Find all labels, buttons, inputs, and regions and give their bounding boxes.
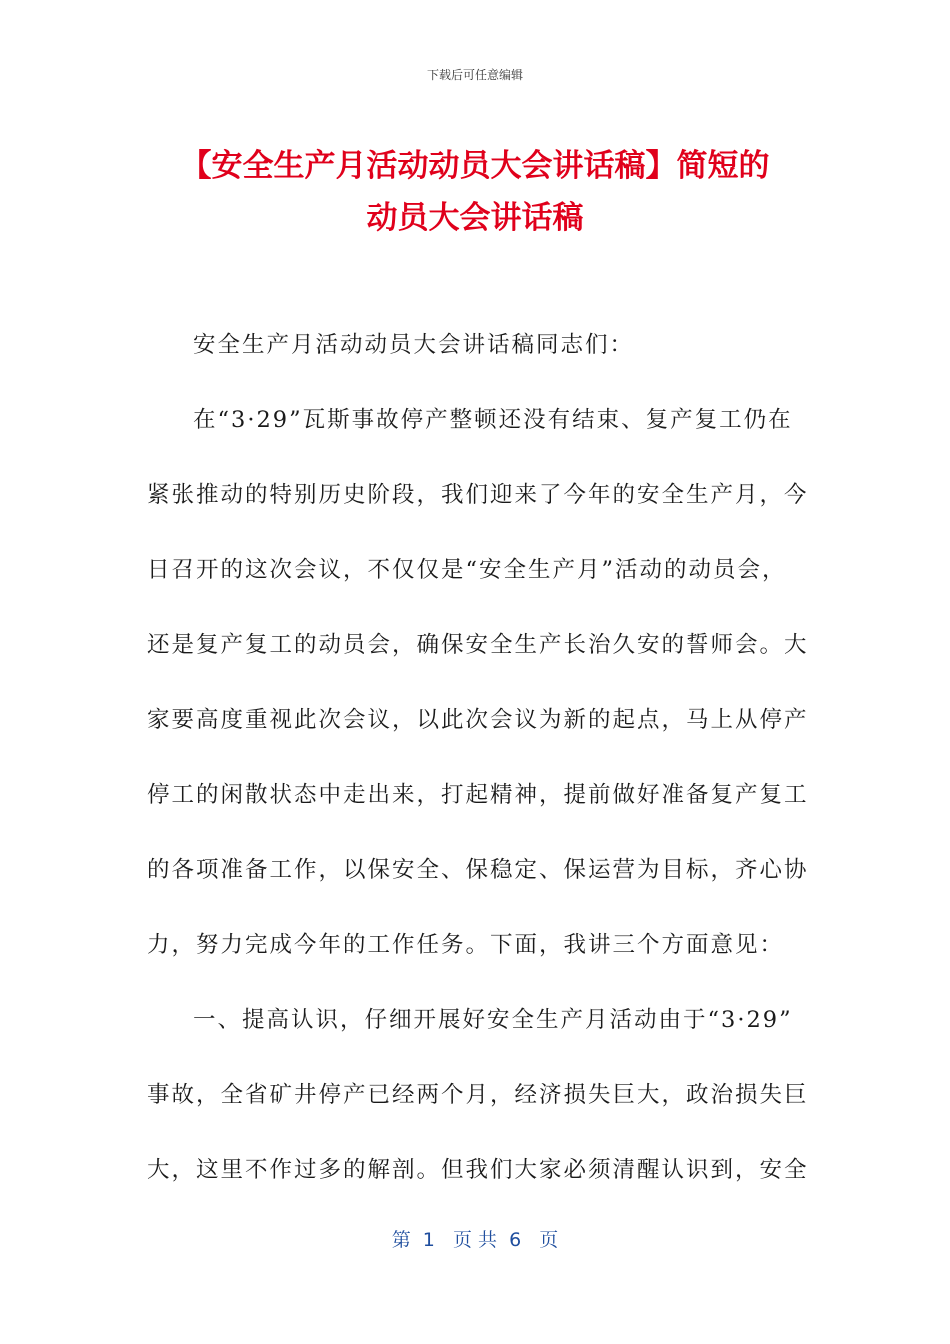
title-line-1: 【安全生产月活动动员大会讲话稿】简短的 <box>180 148 770 184</box>
paragraph-line: 的各项准备工作，以保安全、保稳定、保运营为目标，齐心协 <box>147 857 809 883</box>
paragraph-line: 日召开的这次会议，不仅仅是“安全生产月”活动的动员会， <box>147 557 787 583</box>
paragraph-line: 还是复产复工的动员会，确保安全生产长治久安的誓师会。大 <box>147 632 809 658</box>
header-note: 下载后可任意编辑 <box>426 68 523 82</box>
paragraph-line: 安全生产月活动动员大会讲话稿同志们： <box>193 332 635 358</box>
paragraph-line: 一、提高认识，仔细开展好安全生产月活动由于“3·29” <box>193 1007 793 1033</box>
paragraph-line: 大，这里不作过多的解剖。但我们大家必须清醒认识到，安全 <box>147 1157 809 1183</box>
paragraph-line: 停工的闲散状态中走出来，打起精神，提前做好准备复产复工 <box>147 782 809 808</box>
title-line-2: 动员大会讲话稿 <box>366 200 584 236</box>
document-body <box>147 320 809 1220</box>
paragraph-line: 在“3·29”瓦斯事故停产整顿还没有结束、复产复工仍在 <box>193 407 793 433</box>
paragraph-line: 家要高度重视此次会议，以此次会议为新的起点，马上从停产 <box>147 707 809 733</box>
paragraph-line: 力，努力完成今年的工作任务。下面，我讲三个方面意见： <box>147 932 785 958</box>
paragraph-line: 事故，全省矿井停产已经两个月，经济损失巨大，政治损失巨 <box>147 1082 809 1108</box>
document-title <box>120 140 830 244</box>
paragraph-line: 紧张推动的特别历史阶段，我们迎来了今年的安全生产月，今 <box>147 482 809 508</box>
page-footer: 第 1 页 共 6 页 <box>391 1229 559 1251</box>
